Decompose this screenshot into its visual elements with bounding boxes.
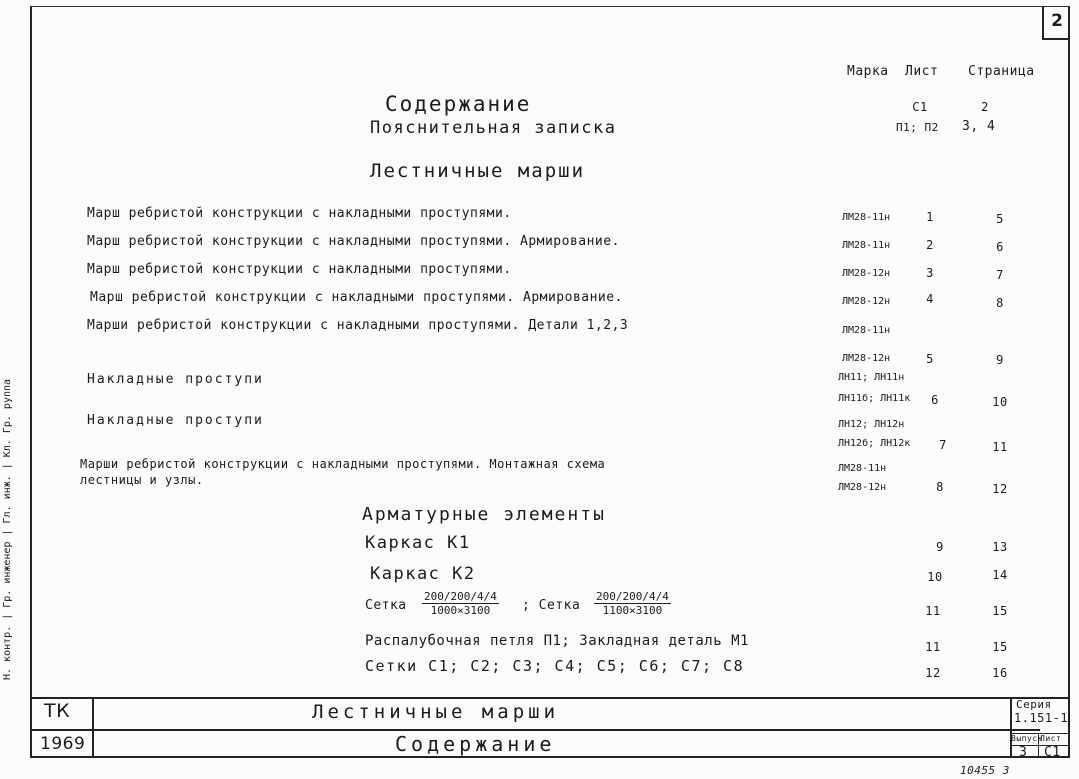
- row-7-marka-2: ЛН12б; ЛН12к: [838, 438, 911, 449]
- stamp-list-label: Лист: [1040, 734, 1062, 743]
- page-number: 2: [1042, 6, 1070, 40]
- karkas-k2: Каркас К2: [370, 564, 476, 584]
- contents-title-list: С1: [912, 100, 928, 114]
- stamp-list: С1: [1044, 745, 1061, 760]
- karkas-k1: Каркас К1: [365, 533, 471, 553]
- row-7-list: 7: [939, 438, 947, 452]
- row-2-text: Марш ребристой конструкции с накладными проступями. Армирование.: [87, 234, 620, 249]
- header-list: Лист: [905, 64, 939, 79]
- row-1-marka: ЛМ28-11н: [842, 212, 891, 223]
- karkas-k1-page: 13: [992, 540, 1008, 554]
- row-3-text: Марш ребристой конструкции с накладными проступями.: [87, 262, 512, 277]
- row-1-list: 1: [926, 210, 934, 224]
- setka-page: 15: [992, 604, 1008, 618]
- montage-text-line-2: лестницы и узлы.: [80, 473, 204, 487]
- stamp-seria-label: Серия: [1016, 698, 1052, 711]
- explanatory-note-page: 3, 4: [962, 119, 996, 134]
- header-stranitsa: Страница: [968, 64, 1035, 79]
- row-6-list: 6: [931, 393, 939, 407]
- row-4-marka: ЛМ28-12н: [842, 296, 891, 307]
- row-2-list: 2: [926, 238, 934, 252]
- row-3-page: 7: [996, 268, 1004, 282]
- contents-title-page: 2: [981, 100, 989, 114]
- footer-number: 10455 3: [960, 764, 1010, 777]
- setka-2-numerator: 200/200/4/4: [596, 590, 669, 603]
- petlya-page: 15: [992, 640, 1008, 654]
- contents-title: Содержание: [385, 92, 532, 116]
- row-5-page: 9: [996, 353, 1004, 367]
- karkas-k2-list: 10: [927, 570, 943, 584]
- stamp-right-divider: [1010, 697, 1012, 758]
- row-6-text: Накладные проступи: [87, 372, 264, 387]
- karkas-k2-page: 14: [992, 568, 1008, 582]
- row-3-list: 3: [926, 266, 934, 280]
- row-6-marka-2: ЛН11б; ЛН11к: [838, 393, 911, 404]
- setki-page: 16: [992, 666, 1008, 680]
- row-4-page: 8: [996, 296, 1004, 310]
- row-5-marka: ЛМ28-11н: [842, 325, 891, 336]
- stamp-year: 1969: [40, 734, 86, 754]
- explanatory-note-list: П1; П2: [896, 121, 939, 134]
- row-6-page: 10: [992, 395, 1008, 409]
- setka-1-numerator: 200/200/4/4: [424, 590, 497, 603]
- row-7-marka: ЛН12; ЛН12н: [838, 419, 905, 430]
- setka-label-1: Сетка: [365, 598, 407, 613]
- montage-list: 8: [936, 480, 944, 494]
- row-6-marka: ЛН11; ЛН11н: [838, 372, 905, 383]
- stamp-name: Лестничные марши: [312, 701, 560, 723]
- setka-label-2: ; Сетка: [522, 598, 581, 613]
- row-3-marka: ЛМ28-12н: [842, 268, 891, 279]
- stamp-vypusk: 3: [1019, 745, 1028, 760]
- margin-signature-strip: Н. контр. | Гр. инженер | Гл. инж. | Кл. Гр. руппа: [2, 378, 13, 680]
- petlya-text: Распалубочная петля П1; Закладная деталь М1: [365, 633, 749, 649]
- row-5-list: 5: [926, 352, 934, 366]
- section-rebar-title: Арматурные элементы: [362, 504, 606, 525]
- row-2-marka: ЛМ28-11н: [842, 240, 891, 251]
- stamp-top-line: [30, 697, 1070, 699]
- row-7-page: 11: [992, 440, 1008, 454]
- row-4-list: 4: [926, 292, 934, 306]
- stamp-seria: 1.151-1: [1014, 711, 1069, 725]
- stamp-vypusk-label: Выпуск: [1011, 734, 1043, 743]
- setka-2-fraction: [594, 590, 671, 617]
- montage-text-line-1: Марши ребристой конструкции с накладными проступями. Монтажная схема: [80, 457, 606, 471]
- row-7-text: Накладные проступи: [87, 413, 264, 428]
- row-2-page: 6: [996, 240, 1004, 254]
- setki-text: Сетки С1; С2; С3; С4; С5; С6; С7; С8: [365, 657, 745, 675]
- stamp-middle-line: [30, 729, 1040, 731]
- setka-2-denominator: 1100×3100: [602, 604, 663, 617]
- stamp-left-divider: [92, 697, 94, 758]
- setka-list: 11: [925, 604, 941, 618]
- montage-marka-2: ЛМ28-12н: [838, 482, 887, 493]
- petlya-list: 11: [925, 640, 941, 654]
- setki-list: 12: [925, 666, 941, 680]
- explanatory-note: Пояснительная записка: [370, 118, 617, 138]
- stamp-tk: ТК: [44, 700, 71, 722]
- setka-1-fraction: [422, 590, 499, 617]
- karkas-k1-list: 9: [936, 540, 944, 554]
- setka-1-denominator: 1000×3100: [430, 604, 491, 617]
- row-4-text: Марш ребристой конструкции с накладными проступями. Армирование.: [90, 290, 623, 305]
- row-5-marka-2: ЛМ28-12н: [842, 353, 891, 364]
- header-marka: Марка: [847, 64, 889, 79]
- row-1-page: 5: [996, 212, 1004, 226]
- section-stair-flights-title: Лестничные марши: [370, 160, 586, 182]
- montage-marka: ЛМ28-11н: [838, 463, 887, 474]
- montage-page: 12: [992, 482, 1008, 496]
- stamp-doc: Содержание: [395, 732, 556, 756]
- row-5-text: Марши ребристой конструкции с накладными проступями. Детали 1,2,3: [87, 318, 629, 333]
- row-1-text: Марш ребристой конструкции с накладными проступями.: [87, 206, 512, 221]
